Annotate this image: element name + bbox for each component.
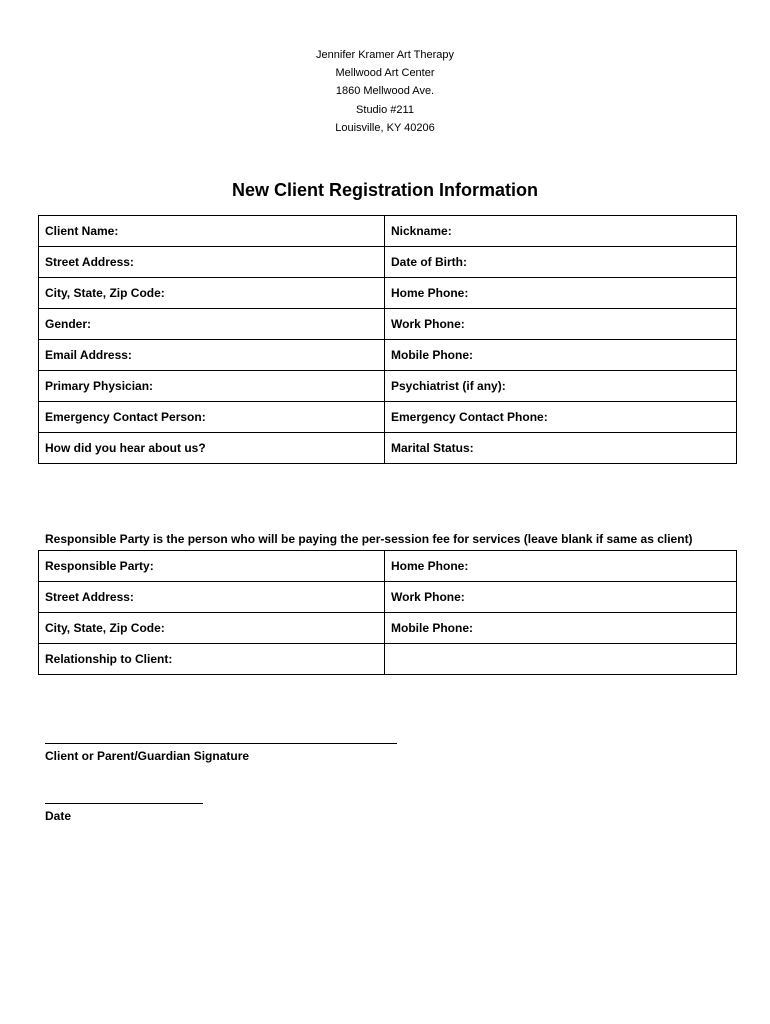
table-row [39, 216, 737, 247]
party-street-address-field[interactable]: Street Address: [39, 582, 385, 613]
practice-name: Jennifer Kramer Art Therapy [316, 49, 454, 61]
street-line: 1860 Mellwood Ave. [335, 85, 435, 98]
emergency-contact-phone-field[interactable]: Emergency Contact Phone: [385, 402, 737, 433]
gender-field[interactable]: Gender: [39, 309, 385, 340]
nickname-field[interactable]: Nickname: [385, 216, 737, 247]
party-home-phone-field[interactable]: Home Phone: [385, 551, 737, 582]
primary-physician-field[interactable]: Primary Physician: [39, 371, 385, 402]
street-address-field[interactable]: Street Address: [39, 247, 385, 278]
work-phone-field[interactable]: Work Phone: [385, 309, 737, 340]
form-title: New Client Registration Information [231, 180, 539, 200]
responsible-party-table [38, 550, 737, 675]
signature-block [45, 733, 397, 763]
table-row [39, 582, 737, 613]
client-info-table [38, 215, 737, 464]
responsible-party-field[interactable]: Responsible Party: [39, 551, 385, 582]
table-row [39, 309, 737, 340]
table-row [39, 402, 737, 433]
table-row [39, 551, 737, 582]
client-name-field[interactable]: Client Name: [39, 216, 385, 247]
practice-address [0, 46, 770, 137]
psychiatrist-field[interactable]: Psychiatrist (if any): [385, 371, 737, 402]
table-row [39, 371, 737, 402]
studio-line: Studio #211 [356, 103, 414, 116]
marital-status-field[interactable]: Marital Status: [385, 433, 737, 464]
table-row [39, 278, 737, 309]
responsible-party-note: Responsible Party is the person who will be paying the per-session fee for services (leave blank if same as client) [45, 532, 693, 546]
date-label: Date [45, 809, 72, 823]
party-city-state-zip-field[interactable]: City, State, Zip Code: [39, 613, 385, 644]
table-row [39, 644, 737, 675]
email-address-field[interactable]: Email Address: [39, 340, 385, 371]
mobile-phone-field[interactable]: Mobile Phone: [385, 340, 737, 371]
building-name: Mellwood Art Center [335, 67, 435, 80]
city-line: Louisville, KY 40206 [335, 121, 435, 134]
table-row [39, 433, 737, 464]
referral-source-field[interactable]: How did you hear about us? [39, 433, 385, 464]
relationship-to-client-field[interactable]: Relationship to Client: [39, 644, 385, 675]
city-state-zip-field[interactable]: City, State, Zip Code: [39, 278, 385, 309]
signature-line[interactable] [45, 733, 397, 744]
home-phone-field[interactable]: Home Phone: [385, 278, 737, 309]
party-work-phone-field[interactable]: Work Phone: [385, 582, 737, 613]
date-of-birth-field[interactable]: Date of Birth: [385, 247, 737, 278]
emergency-contact-person-field[interactable]: Emergency Contact Person: [39, 402, 385, 433]
empty-cell[interactable] [385, 644, 737, 675]
party-mobile-phone-field[interactable]: Mobile Phone: [385, 613, 737, 644]
signature-label: Client or Parent/Guardian Signature [45, 749, 250, 763]
table-row [39, 247, 737, 278]
date-block [45, 793, 203, 823]
table-row [39, 613, 737, 644]
date-line[interactable] [45, 793, 203, 804]
table-row [39, 340, 737, 371]
